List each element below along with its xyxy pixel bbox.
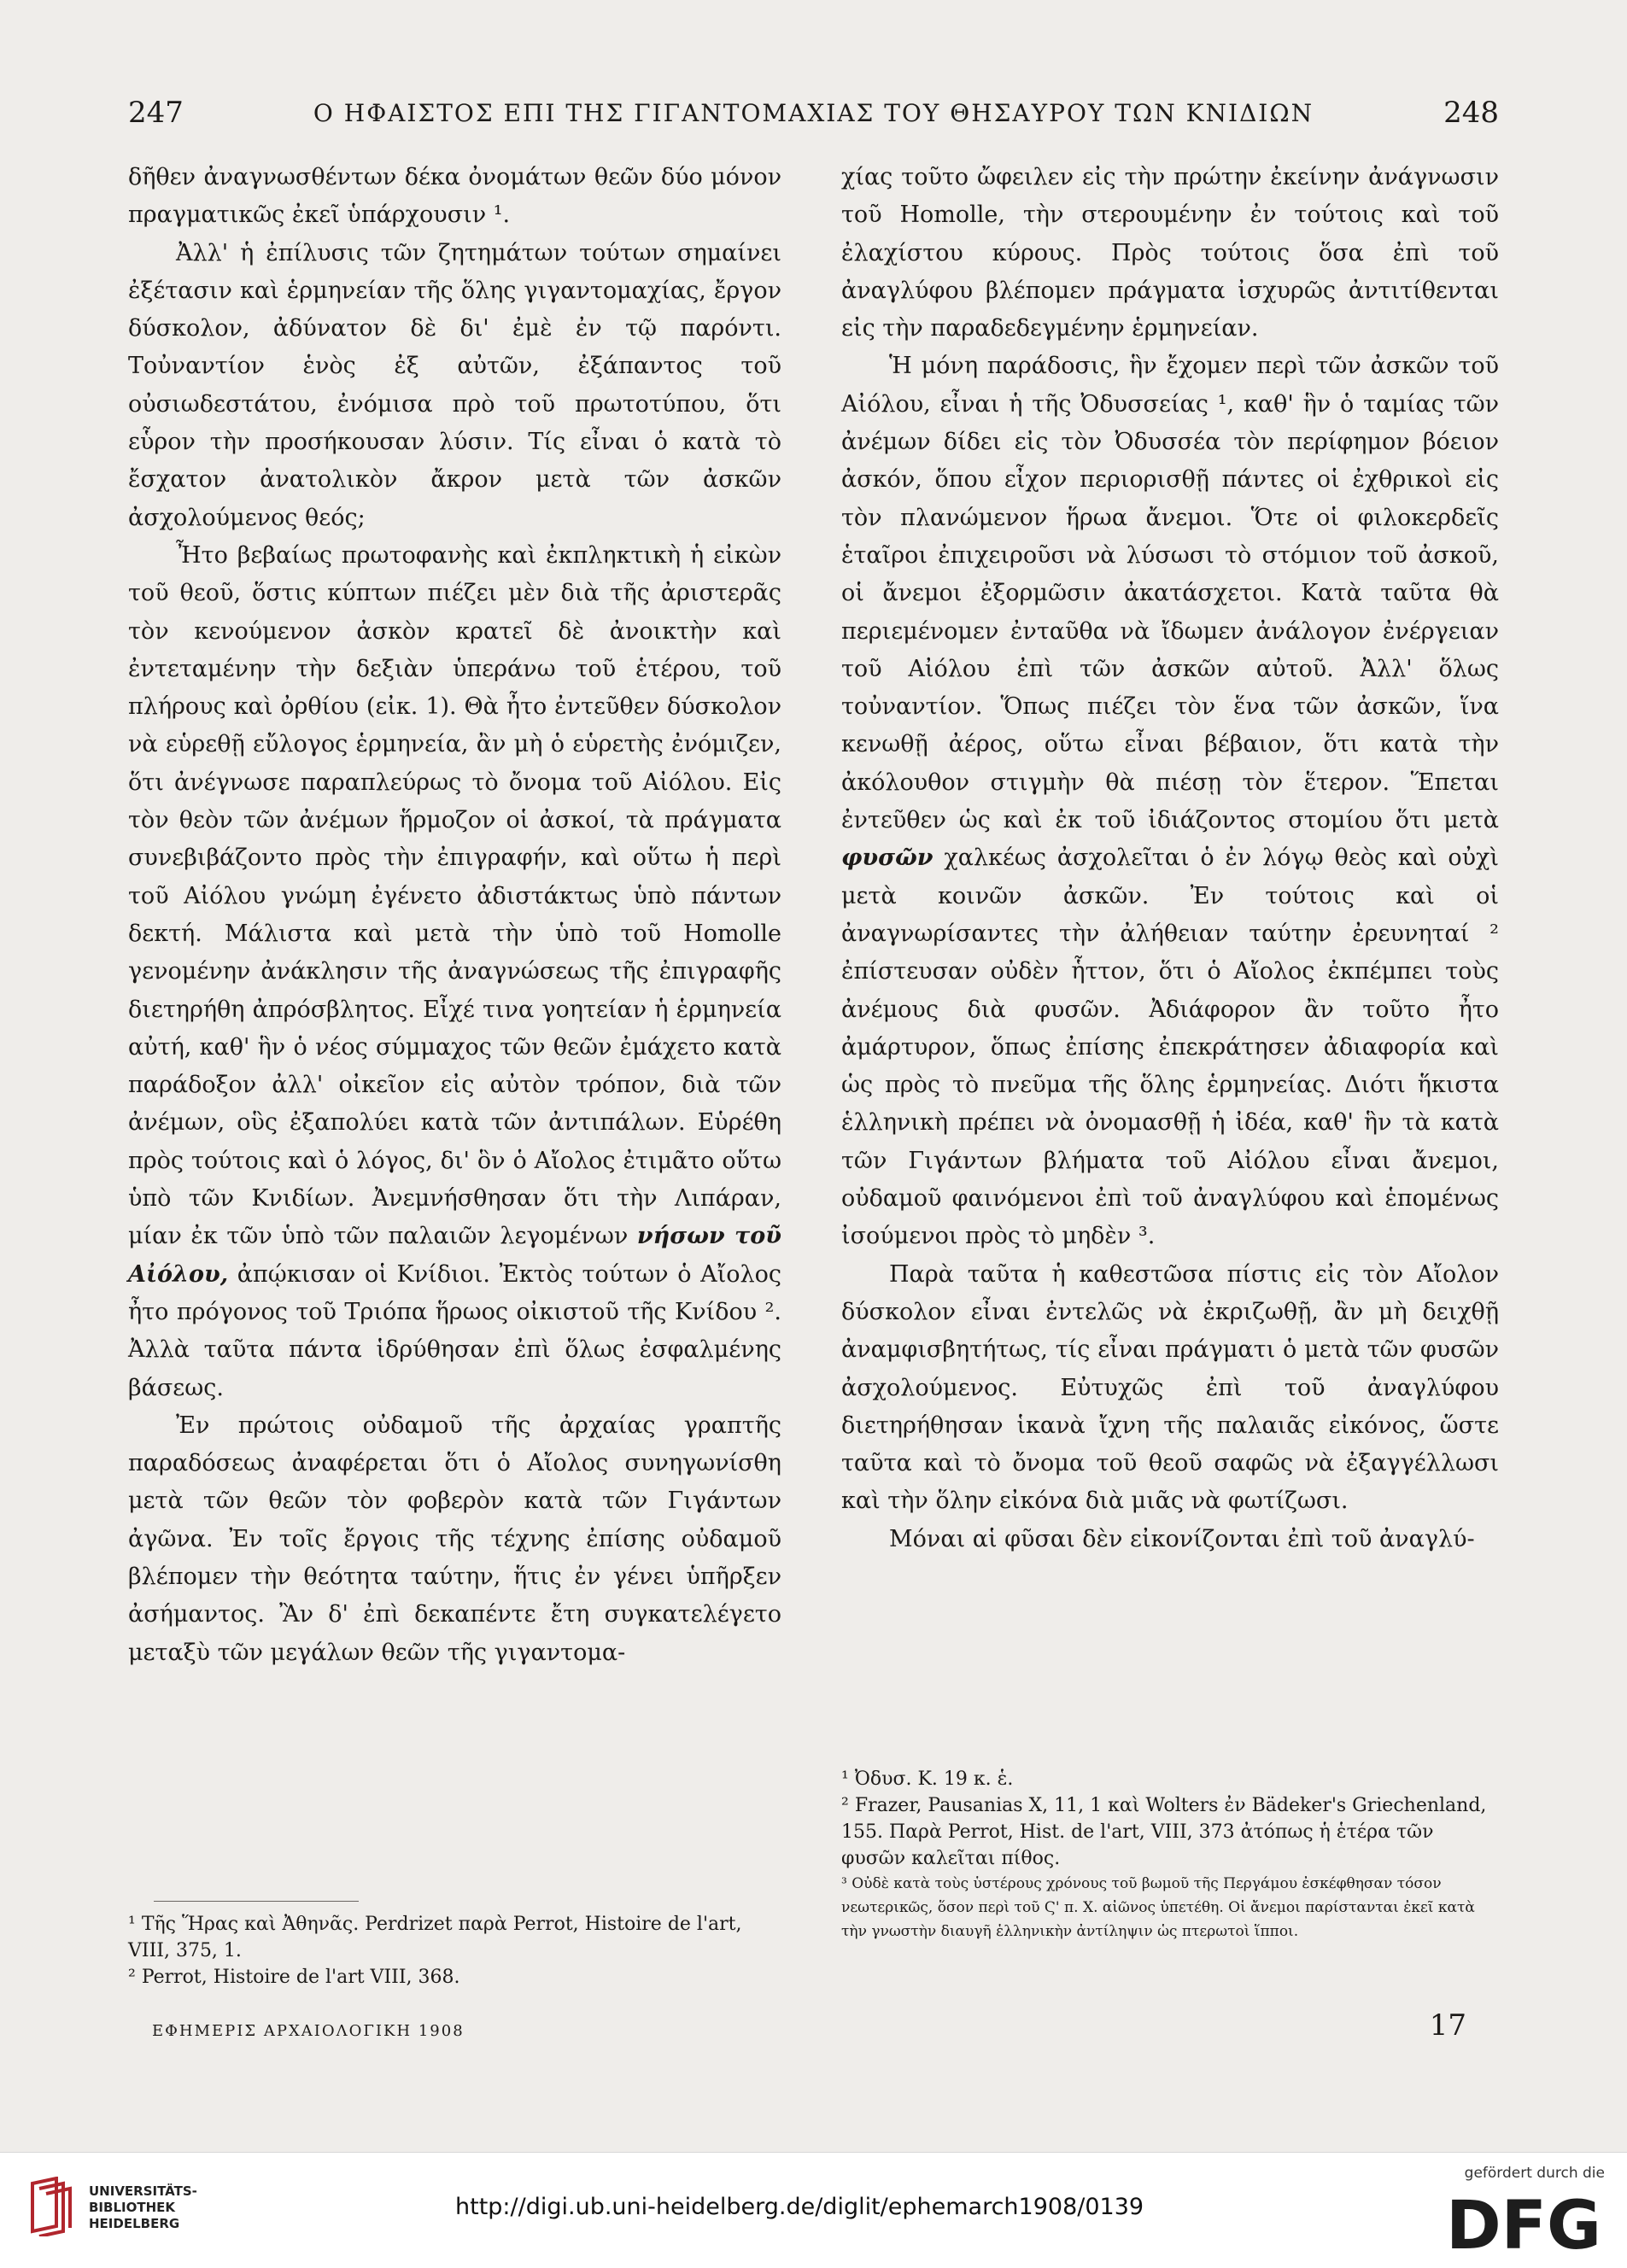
footnote: ² Frazer, Pausanias X, 11, 1 καὶ Wolters ἐν Bädeker's Griechenland, 155. Παρὰ Perrot, Hist. de l'art, VIII, 373 ἀτόπως ἡ ἑτέρα τῶν φυσῶν καλεῖται πίθος. — [841, 1795, 1487, 1869]
running-title: Ο ΗΦΑΙΣΤΟΣ ΕΠΙ ΤΗΣ ΓΙΓΑΝΤΟΜΑΧΙΑΣ ΤΟΥ ΘΗΣΑΥΡΟΥ ΤΩΝ ΚΝΙΔΙΩΝ — [313, 99, 1314, 127]
paragraph: δῆθεν ἀναγνωσθέντων δέκα ὀνομάτων θεῶν δύο μόνον πραγματικῶς ἐκεῖ ὑπάρχουσιν ¹. — [128, 164, 781, 229]
permalink[interactable]: http://digi.ub.uni-heidelberg.de/diglit/ephemarch1908/0139 — [455, 2194, 1144, 2220]
emphasis-text: νήσων τοῦ Αἰόλου, — [128, 1223, 781, 1288]
footnote: ¹ Τῆς Ἥρας καὶ Ἀθηνᾶς. Perdrizet παρὰ Perrot, Histoire de l'art, VIII, 375, 1. — [128, 1914, 742, 1961]
right-column — [841, 159, 1499, 1558]
paragraph: χίας τοῦτο ὤφειλεν εἰς τὴν πρώτην ἐκείνην ἀνάγνωσιν τοῦ Homolle, τὴν στερουμένην ἐν τούτοις καὶ τοῦ ἐλαχίστου κύρους. Πρὸς τούτοις ὅσα ἐπὶ τοῦ ἀναγλύφου βλέπομεν πράγματα ἰσχυρῶς ἀντιτίθενται εἰς τὴν παραδεδεγμένην ἑρμηνείαν. — [841, 164, 1499, 342]
footnote: ² Perrot, Histoire de l'art VIII, 368. — [128, 1967, 460, 1988]
paragraph: Παρὰ ταῦτα ἡ καθεστῶσα πίστις εἰς τὸν Αἴολον δύσκολον εἶναι ἐντελῶς νὰ ἐκριζωθῇ, ἂν μὴ δειχθῇ ἀναμφισβητήτως, τίς εἶναι πράγματι ὁ μετὰ τῶν φυσῶν ἀσχολούμενος. Εὐτυχῶς ἐπὶ τοῦ ἀναγλύφου διετηρήθησαν ἱκανὰ ἴχνη τῆς παλαιᾶς εἰκόνος, ὥστε ταῦτα καὶ τὸ ὄνομα τοῦ θεοῦ σαφῶς νὰ ἐξαγγέλλωσι καὶ τὴν ὅλην εἰκόνα διὰ μιᾶς νὰ φωτίζωσι. — [841, 1260, 1499, 1515]
paragraph-text: Ἡ μόνη παράδοσις, ἣν ἔχομεν περὶ τῶν ἀσκῶν τοῦ Αἰόλου, εἶναι ἡ τῆς Ὀδυσσείας ¹, καθ' ἣν ὁ ταμίας τῶν ἀνέμων δίδει εἰς τὸν Ὀδυσσέα τὸν περίφημον βόειον ἀσκόν, ὅπου εἶχον περιορισθῇ πάντες οἱ ἐχθρικοὶ εἰς τὸν πλανώμενον ἥρωα ἄνεμοι. Ὅτε οἱ φιλοκερδεῖς ἑταῖροι ἐπιχειροῦσι νὰ λύσωσι τὸ στόμιον τοῦ ἀσκοῦ, οἱ ἄνεμοι ἐξορμῶσιν ἀκατάσχετοι. Κατὰ ταῦτα θὰ περιεμένομεν ἐνταῦθα νὰ ἴδωμεν ἀνάλογον ἐνέργειαν τοῦ Αἰόλου ἐπὶ τῶν ἀσκῶν αὐτοῦ. Ἀλλ' ὅλως τοὐναντίον. Ὅπως πιέζει τὸν ἕνα τῶν ἀσκῶν, ἵνα κενωθῇ ἀέρος, οὕτω εἶναι βέβαιον, ὅτι κατὰ τὴν ἀκόλουθον στιγμὴν θὰ πιέσῃ τὸν ἕτερον. Ἕπεται ἐντεῦθεν ὡς καὶ ἐκ τοῦ ἰδιάζοντος στομίου ὅτι μετὰ — [841, 353, 1499, 834]
page-number-left: 247 — [128, 96, 184, 130]
paragraph — [841, 348, 1499, 1255]
library-logo-text — [89, 2183, 197, 2232]
paragraph: Μόναι αἱ φῦσαι δὲν εἰκονίζονται ἐπὶ τοῦ ἀναγλύ- — [889, 1525, 1475, 1552]
dfg-logo-text: DFG — [1445, 2189, 1601, 2257]
library-book-icon — [29, 2177, 77, 2236]
footnotes-left — [128, 1911, 781, 1990]
library-name-line: BIBLIOTHEK — [89, 2200, 175, 2215]
funded-by-label: gefördert durch die — [1464, 2165, 1605, 2182]
paragraph-text: χαλκέως ἀσχολεῖται ὁ ἐν λόγῳ θεὸς καὶ οὐχὶ μετὰ κοινῶν ἀσκῶν. Ἐν τούτοις καὶ οἱ ἀναγνωρίσαντες τὴν ἀλήθειαν ταύτην ἐρευνηταί ² ἐπίστευσαν οὐδὲν ἧττον, ὅτι ὁ Αἴολος ἐκπέμπει τοὺς ἀνέμους διὰ φυσῶν. Ἀδιάφορον ἂν τοῦτο ἦτο ἀμάρτυρον, ὅπως ἐπίσης ἐπεκράτησεν ἀδιαφορία καὶ ὡς πρὸς τὸ πνεῦμα τῆς ὅλης ἑρμηνείας. Διότι ἥκιστα ἑλληνικὴ πρέπει νὰ ὀνομασθῇ ἡ ἰδέα, καθ' ἣν τὰ κατὰ τῶν Γιγάντων βλήματα τοῦ Αἰόλου εἶναι ἄνεμοι, οὐδαμοῦ φαινόμενοι ἐπὶ τοῦ ἀναγλύφου καὶ ἑπομένως ἰσούμενοι πρὸς τὸ μηδὲν ³. — [841, 845, 1499, 1250]
page-number-right: 248 — [1443, 96, 1499, 130]
footnotes-right — [841, 1766, 1499, 1944]
journal-imprint: ΕΦΗΜΕΡΙΣ ΑΡΧΑΙΟΛΟΓΙΚΗ 1908 — [152, 2022, 465, 2040]
footer-bar — [0, 2152, 1627, 2268]
paragraph-text: Ἦτο βεβαίως πρωτοφανὴς καὶ ἐκπληκτικὴ ἡ εἰκὼν τοῦ θεοῦ, ὅστις κύπτων πιέζει μὲν διὰ τῆς ἀριστερᾶς τὸν κενούμενον ἀσκὸν κρατεῖ δὲ ἀνοικτὴν καὶ ἐντεταμένην τὴν δεξιὰν ὑπεράνω τοῦ ἑτέρου, τοῦ πλήρους καὶ ὀρθίου (εἰκ. 1). Θὰ ἦτο ἐντεῦθεν δύσκολον νὰ εὑρεθῇ εὔλογος ἑρμηνεία, ἂν μὴ ὁ εὑρετὴς ἐνόμιζεν, ὅτι ἀνέγνωσε παραπλεύρως τὸ ὄνομα τοῦ Αἰόλου. Εἰς τὸν θεὸν τῶν ἀνέμων ἥρμοζον οἱ ἀσκοί, τὰ πράγματα συνεβιβάζοντο πρὸς τὴν ἐπιγραφήν, καὶ οὕτω ἡ περὶ τοῦ Αἰόλου γνώμη ἐγένετο ἀδιστάκτως ὑπὸ πάντων δεκτή. Μάλιστα καὶ μετὰ τὴν ὑπὸ τοῦ Homolle γενομένην ἀνάκλησιν τῆς ἀναγνώσεως τῆς ἐπιγραφῆς διετηρήθη ἀπρόσβλητος. Εἶχέ τινα γοητείαν ἡ ἑρμηνεία αὐτή, καθ' ἣν ὁ νέος σύμμαχος τῶν θεῶν ἐμάχετο κατὰ παράδοξον ἀλλ' οἰκεῖον εἰς αὐτὸν τρόπον, διὰ τῶν ἀνέμων, οὓς ἐξαπολύει κατὰ τῶν ἀντιπάλων. Εὑρέθη πρὸς τούτοις καὶ ὁ λόγος, δι' ὃν ὁ Αἴολος ἐτιμᾶτο οὕτω ὑπὸ τῶν Κνιδίων. Ἀνεμνήσθησαν ὅτι τὴν Λιπάραν, μίαν ἐκ τῶν ὑπὸ τῶν παλαιῶν λεγομένων — [128, 541, 781, 1250]
paragraph: Ἐν πρώτοις οὐδαμοῦ τῆς ἀρχαίας γραπτῆς παραδόσεως ἀναφέρεται ὅτι ὁ Αἴολος συνηγωνίσθη μετὰ τῶν θεῶν τὸν φοβερὸν κατὰ τῶν Γιγάντων ἀγῶνα. Ἐν τοῖς ἔργοις τῆς τέχνης ἐπίσης οὐδαμοῦ βλέπομεν τὴν θεότητα ταύτην, ἥτις ἐν γένει ὑπῆρξεν ἀσήμαντος. Ἂν δ' ἐπὶ δεκαπέντε ἔτη συγκατελέγετο μεταξὺ τῶν μεγάλων θεῶν τῆς γιγαντομα- — [128, 1412, 781, 1666]
dfg-logo — [1434, 2189, 1605, 2257]
paragraph: Ἀλλ' ἡ ἐπίλυσις τῶν ζητημάτων τούτων σημαίνει ἐξέτασιν καὶ ἑρμηνείαν τῆς ὅλης γιγαντομαχίας, ἔργον δύσκολον, ἀδύνατον δὲ δι' ἐμὲ ἐν τῷ παρόντι. Τοὐναντίον ἑνὸς ἐξ αὐτῶν, ἐξάπαντος τοῦ οὐσιωδεστάτου, ἐνόμισα πρὸ τοῦ πρωτοτύπου, ὅτι εὗρον τὴν προσήκουσαν λύσιν. Τίς εἶναι ὁ κατὰ τὸ ἔσχατον ἀνατολικὸν ἄκρον μετὰ τῶν ἀσκῶν ἀσχολούμενος θεός; — [128, 239, 781, 531]
footnote-divider — [154, 1901, 359, 1902]
emphasis-text: φυσῶν — [841, 845, 933, 872]
library-name-line: HEIDELBERG — [89, 2216, 180, 2231]
paragraph-text: ἀπῴκισαν οἱ Κνίδιοι. Ἐκτὸς τούτων ὁ Αἴολος ἦτο πρόγονος τοῦ Τριόπα ἥρωος οἰκιστοῦ τῆς Κνίδου ². Ἀλλὰ ταῦτα πάντα ἱδρύθησαν ἐπὶ ὅλως ἐσφαλμένης βάσεως. — [128, 1260, 781, 1401]
left-column — [128, 159, 781, 1672]
library-name-line: UNIVERSITÄTS- — [89, 2183, 197, 2199]
paragraph — [128, 537, 781, 1407]
sheet-number: 17 — [1429, 2008, 1466, 2043]
footnote: ¹ Ὀδυσ. Κ. 19 κ. ἑ. — [841, 1768, 1014, 1790]
page-header — [128, 96, 1499, 135]
footnote: ³ Οὐδὲ κατὰ τοὺς ὑστέρους χρόνους τοῦ βωμοῦ τῆς Περγάμου ἐσκέφθησαν τόσον νεωτερικῶς, ὅσον περὶ τοῦ Ϛ' π. Χ. αἰῶνος ὑπετέθη. Οἱ ἄνεμοι παρίστανται ἐκεῖ κατὰ τὴν γνωστὴν διαυγῆ ἑλληνικὴν ἀντίληψιν ὡς πτερωτοὶ ἵπποι. — [841, 1875, 1475, 1940]
